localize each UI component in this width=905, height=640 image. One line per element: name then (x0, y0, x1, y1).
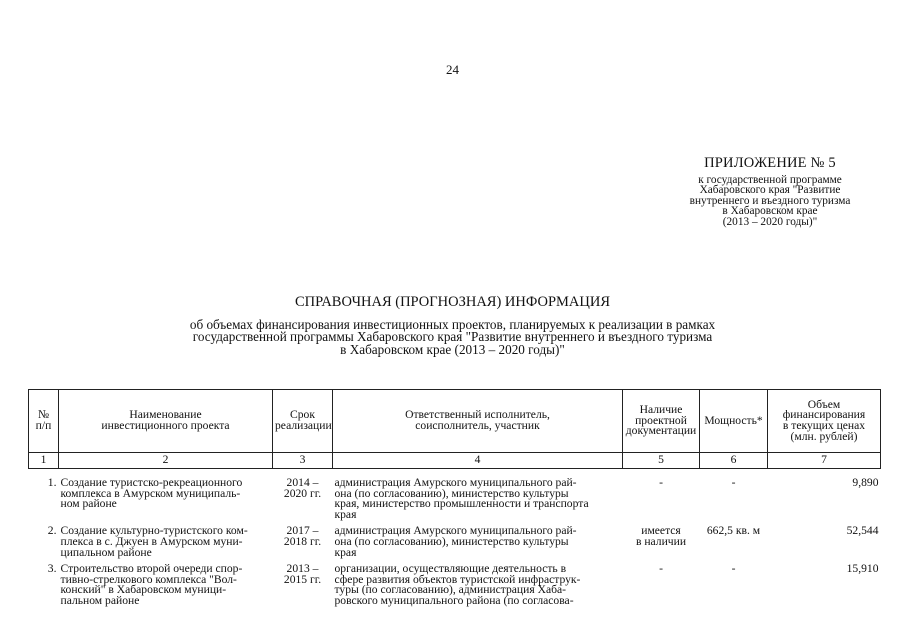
heading-subtitle: об объемах финансирования инвестиционных проектов, планируемых к реализации в рамках государственной программы Хабаровского края "Развитие внутреннего и въездного туризма в Хабаровском крае (2013 – 2020 годы)" (189, 317, 716, 357)
investment-projects-table (28, 389, 881, 613)
header-project-name: Наименование инвестиционного проекта (59, 390, 273, 453)
header-term: Срок реализации (273, 390, 333, 453)
project-documentation: - (659, 562, 663, 576)
column-number: 7 (768, 453, 881, 469)
project-term: 2013 – 2015 гг. (283, 562, 322, 586)
column-number: 4 (333, 453, 623, 469)
project-funding: 9,890 (852, 476, 879, 489)
project-capacity: - (731, 476, 736, 489)
project-funding: 52,544 (846, 524, 879, 538)
project-responsible: организации, осуществляющие деятельность в сфере развития объектов туристской инфраструк- туры (по согласованию), администрация Хаба- ровского муниципального района (по согласова- (334, 562, 581, 607)
header-number: № п/п (29, 390, 59, 453)
project-term: 2017 – 2018 гг. (283, 524, 322, 548)
appendix-block (660, 155, 880, 227)
project-name: Строительство второй очереди спор- тивно-стрелкового комплекса "Вол- конский" в Хабаровском муници- пальном районе (60, 562, 243, 607)
row-number: 2. (47, 524, 57, 538)
appendix-subtitle: к государственной программе Хабаровского края "Развитие внутреннего и въездного туризма в Хабаровском крае (2013 – 2020 годы)" (689, 174, 851, 228)
table-row (29, 478, 881, 526)
header-funding: Объем финансирования в текущих ценах (млн. рублей) (768, 390, 881, 453)
heading-title: СПРАВОЧНАЯ (ПРОГНОЗНАЯ) ИНФОРМАЦИЯ (294, 294, 611, 310)
project-name: Создание туристско-рекреационного комплекса в Амурском муниципаль- ном районе (60, 476, 243, 511)
column-number: 2 (59, 453, 273, 469)
project-term: 2014 – 2020 гг. (283, 476, 322, 500)
project-funding: 15,910 (846, 562, 879, 576)
table-row (29, 564, 881, 612)
project-capacity: - (731, 562, 736, 576)
header-responsible: Ответственный исполнитель, соисполнитель, участник (333, 390, 623, 453)
column-number: 5 (623, 453, 700, 469)
project-documentation: имеется в наличии (635, 524, 687, 548)
project-capacity: 662,5 кв. м (706, 524, 761, 538)
project-responsible: администрация Амурского муниципального рай- она (по согласованию), министерство культуры края, министерство промышленности и транспорта края (334, 476, 589, 521)
table-row (29, 526, 881, 564)
row-number: 1. (47, 476, 57, 489)
row-number: 3. (47, 562, 57, 576)
column-number: 3 (273, 453, 333, 469)
table-header-row (29, 390, 881, 453)
project-documentation: - (659, 476, 663, 489)
header-documentation: Наличие проектной документации (623, 390, 700, 453)
column-number: 1 (29, 453, 59, 469)
column-numbers-row (29, 453, 881, 469)
column-number: 6 (700, 453, 768, 469)
appendix-title: ПРИЛОЖЕНИЕ № 5 (704, 155, 836, 171)
page-number: 24 (446, 62, 459, 77)
document-heading (0, 294, 905, 356)
header-capacity: Мощность* (700, 390, 768, 453)
project-responsible: администрация Амурского муниципального рай- она (по согласованию), министерство культуры края (334, 524, 577, 559)
project-name: Создание культурно-туристского ком- плекса в с. Джуен в Амурском муни- ципальном районе (60, 524, 248, 559)
